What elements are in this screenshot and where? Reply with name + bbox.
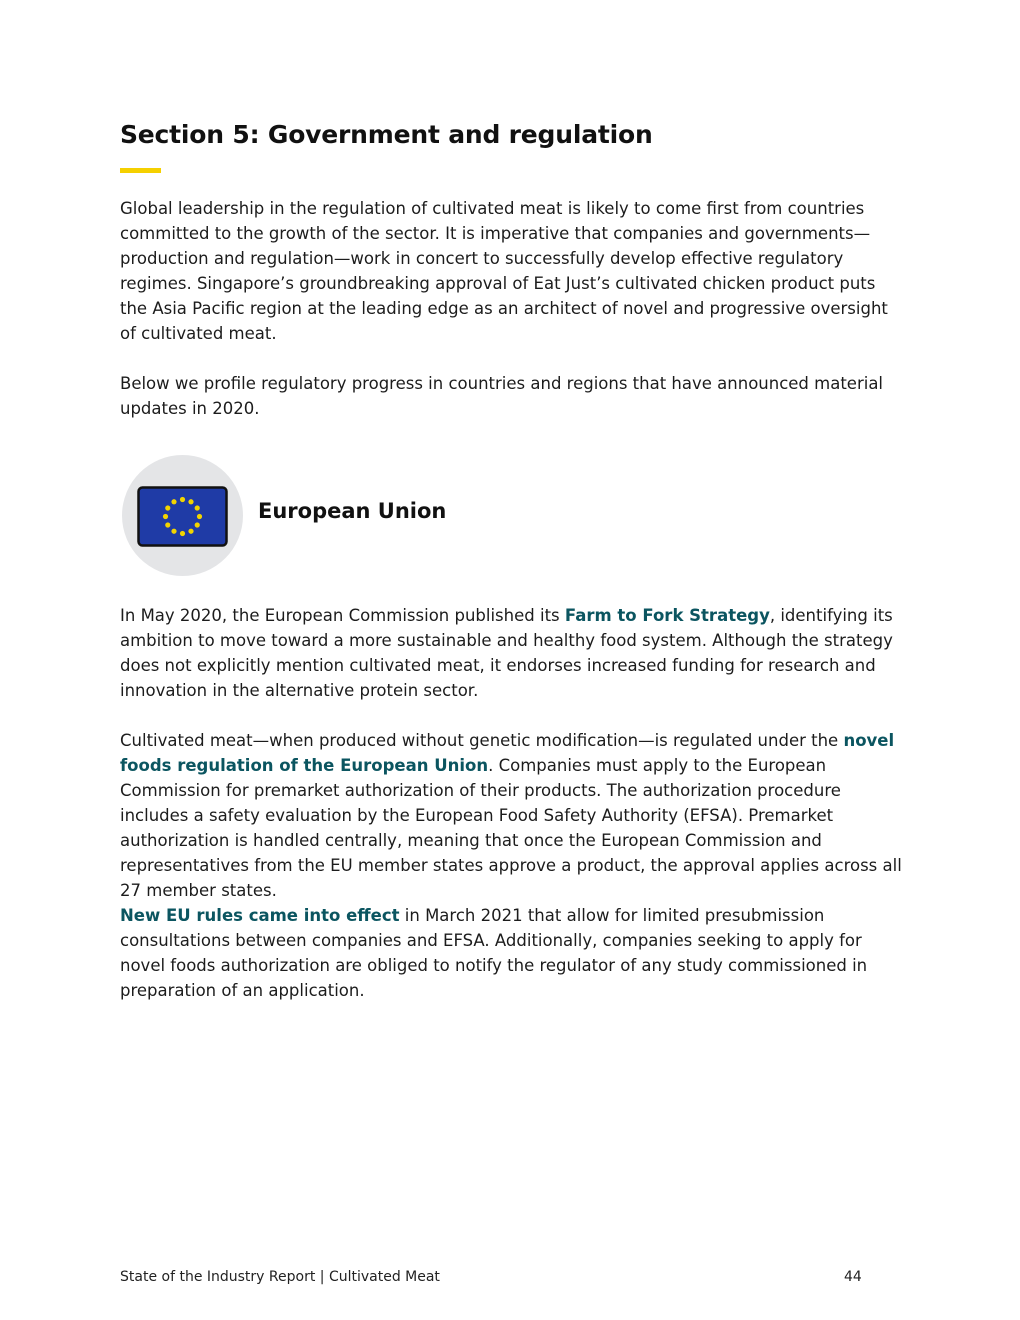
eu-star [171, 499, 176, 504]
eu-star [188, 499, 193, 504]
p3-text-after: , identifying its ambition to move toward a more sustainable and healthy food system. Although the strategy does not explicitly mention cultivated meat, it endorses increased funding for research and innovation in the alternative protein sector. [120, 606, 893, 700]
eu-star [171, 529, 176, 534]
p4-text-before: Cultivated meat—when produced without genetic modification—is regulated under the [120, 731, 844, 750]
section-heading: Section 5: Government and regulation [120, 120, 653, 149]
p3-text-before: In May 2020, the European Commission published its [120, 606, 565, 625]
eu-star [188, 529, 193, 534]
region-badge [122, 455, 243, 576]
region-title: European Union [258, 499, 447, 523]
new-eu-rules-paragraph [120, 903, 902, 1003]
eu-star [180, 497, 185, 502]
page-number: 44 [844, 1269, 862, 1285]
p5-text-after: in March 2021 that allow for limited presubmission consultations between companies and EFSA. Additionally, companies seeking to apply for novel foods authorization are obliged to notify the regulator of any study commissioned in preparation of an application. [120, 906, 868, 1000]
novel-foods-link[interactable]: novel foods regulation of the European Union [120, 731, 895, 775]
farm-to-fork-link[interactable]: Farm to Fork Strategy [564, 606, 770, 625]
eu-flag-icon [137, 486, 228, 547]
new-eu-rules-link[interactable]: New EU rules came into effect [120, 906, 400, 925]
eu-star [165, 522, 170, 527]
eu-star [197, 514, 202, 519]
p4-text-after: . Companies must apply to the European Commission for premarket authorization of their products. The authorization procedure includes a safety evaluation by the European Food Safety Authority (EFSA). Premarket authorization is handled centrally, meaning that once the European Commission and representatives from the EU member states approve a product, the approval applies across all 27 member states. [120, 756, 902, 900]
eu-star [165, 505, 170, 510]
intro-summary-paragraph: Below we profile regulatory progress in countries and regions that have announced material updates in 2020. [120, 374, 884, 418]
intro-paragraph: Global leadership in the regulation of cultivated meat is likely to come first from countries committed to the growth of the sector. It is imperative that companies and governments—production and regulation—work in concert to successfully develop effective regulatory regimes. Singapore’s groundbreaking approval of Eat Just’s cultivated chicken product puts the Asia Pacific region at the leading edge as an architect of novel and progressive oversight of cultivated meat. [120, 199, 888, 343]
footer-report-title: State of the Industry Report | Cultivated Meat [120, 1269, 440, 1285]
eu-star [163, 514, 168, 519]
heading-accent-rule [120, 168, 161, 173]
novel-foods-paragraph [120, 728, 902, 903]
eu-star [195, 522, 200, 527]
eu-star [180, 531, 185, 536]
eu-star [195, 505, 200, 510]
farm-to-fork-paragraph [120, 603, 902, 703]
